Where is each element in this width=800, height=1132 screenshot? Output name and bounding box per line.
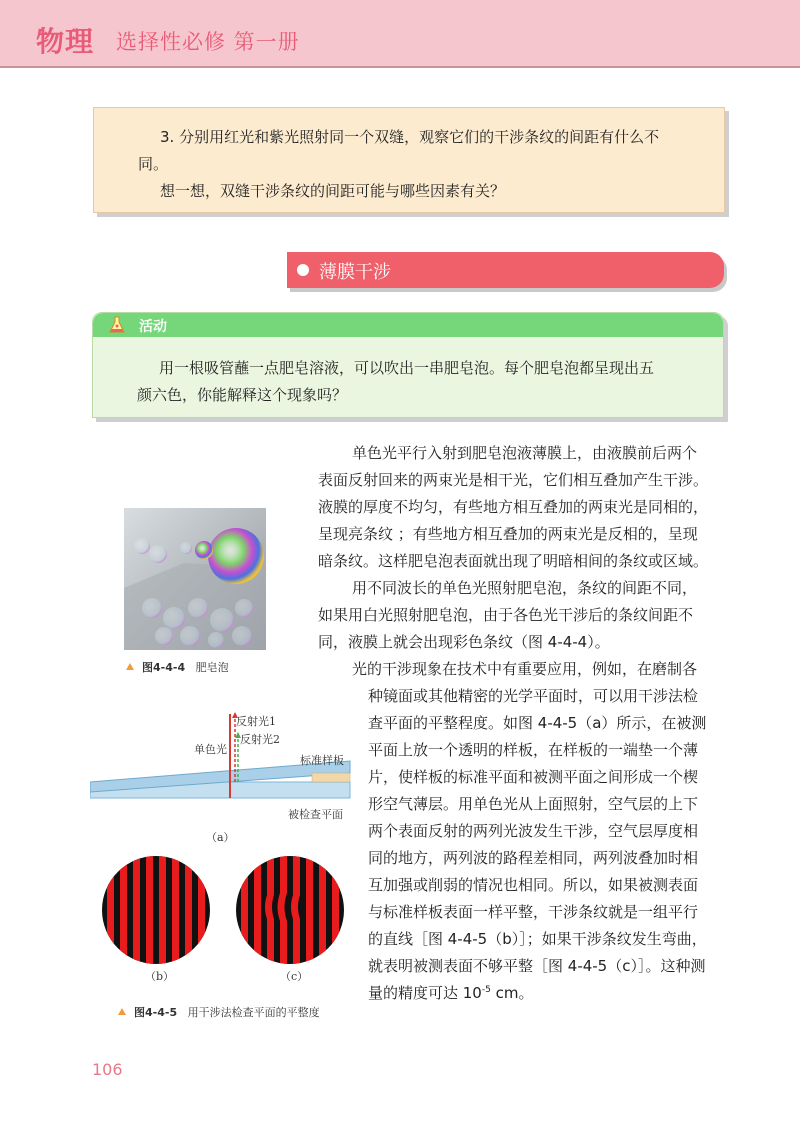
activity-line: 颜六色，你能解释这个现象吗？: [137, 386, 348, 404]
body-text: 量的精度可达 10: [368, 984, 482, 1002]
label-monochromatic-light: 单色光: [194, 743, 227, 756]
body-line: 查平面的平整程度。如图 4-4-5（a）所示，在被测: [368, 714, 707, 732]
bullet-dot-icon: [297, 264, 309, 276]
body-line: 的直线［图 4-4-5（b）］；如果干涉条纹发生弯曲，: [368, 930, 707, 948]
body-line: 呈现亮条纹 ；有些地方相互叠加的两束光是反相的，呈现: [318, 525, 698, 543]
body-line: 用不同波长的单色光照射肥皂泡，条纹的间距不同，: [352, 579, 698, 597]
label-tested-surface: 被检查平面: [288, 808, 343, 821]
label-standard-plate: 标准样板: [300, 754, 344, 767]
triangle-icon: [118, 1008, 126, 1015]
figure-caption: [118, 1004, 320, 1020]
caption-text: 肥皂泡: [195, 661, 229, 674]
activity-box: [92, 312, 724, 418]
body-line: 光的干涉现象在技术中有重要应用，例如，在磨制各: [352, 660, 698, 678]
body-line: 如果用白光照射肥皂泡，由于各色光干涉后的条纹间距不: [318, 606, 694, 624]
question-line: 想一想，双缝干涉条纹的间距可能与哪些因素有关？: [160, 182, 506, 200]
question-box: [93, 107, 725, 213]
section-banner: [287, 252, 724, 288]
caption-text: 用干涉法检查平面的平整度: [187, 1006, 320, 1019]
body-line: 液膜的厚度不均匀，有些地方相互叠加的两束光是同相的，: [318, 498, 709, 516]
header-subject: 物理: [36, 25, 95, 58]
label-reflected-light-2: 反射光2: [240, 733, 280, 746]
flask-icon: [107, 315, 127, 335]
body-line: 互加强或削弱的情况也相同。所以，如果被测表面: [368, 876, 699, 894]
label-b: （b）: [145, 970, 175, 983]
page-number: 106: [92, 1060, 123, 1079]
body-line: 同的地方，两列波的路程差相同，两列波叠加时相: [368, 849, 699, 867]
activity-label: 活动: [139, 319, 167, 335]
body-line: 单色光平行入射到肥皂泡液薄膜上，由液膜前后两个: [352, 444, 698, 462]
body-line: 形空气薄层。用单色光从上面照射，空气层的上下: [368, 795, 699, 813]
triangle-icon: [126, 663, 134, 670]
activity-line: 用一根吸管蘸一点肥皂溶液，可以吹出一串肥皂泡。每个肥皂泡都呈现出五: [159, 359, 655, 377]
activity-header-bar: [93, 313, 723, 337]
body-line: 就表明被测表面不够平整［图 4-4-5（c）］。这种测: [368, 957, 706, 975]
body-line: 同，液膜上就会出现彩色条纹（图 4-4-4）。: [318, 633, 610, 651]
question-line: 同。: [138, 155, 169, 173]
body-line: 表面反射回来的两束光是相干光，它们相互叠加产生干涉。: [318, 471, 709, 489]
exponent: -5: [481, 985, 491, 995]
body-line: 与标准样板表面一样平整，干涉条纹就是一组平行: [368, 903, 699, 921]
caption-number: 图4-4-5: [134, 1006, 178, 1019]
figure-caption: [126, 659, 229, 675]
body-line: 片，使样板的标准平面和被测平面之间形成一个楔: [368, 768, 699, 786]
body-line: 两个表面反射的两列光波发生干涉，空气层厚度相: [368, 822, 699, 840]
body-line: 平面上放一个透明的样板，在样板的一端垫一个薄: [368, 741, 699, 759]
section-title: 薄膜干涉: [319, 262, 391, 283]
body-line-last: [368, 982, 533, 1003]
soap-bubbles-photo: [124, 508, 266, 650]
label-reflected-light-1: 反射光1: [236, 715, 276, 728]
question-line: 3. 分别用红光和紫光照射同一个双缝，观察它们的干涉条纹的间距有什么不: [160, 128, 660, 146]
body-text: cm。: [490, 984, 534, 1002]
label-a: （a）: [206, 831, 235, 844]
header-book-title: 选择性必修 第一册: [116, 30, 300, 54]
bent-fringes-disc: [235, 855, 345, 965]
caption-number: 图4-4-4: [142, 661, 186, 674]
label-c: （c）: [280, 970, 309, 983]
straight-fringes-disc: [101, 855, 211, 965]
body-line: 暗条纹。这样肥皂泡表面就出现了明暗相间的条纹或区域。: [318, 552, 709, 570]
body-line: 种镜面或其他精密的光学平面时，可以用干涉法检: [368, 687, 699, 705]
